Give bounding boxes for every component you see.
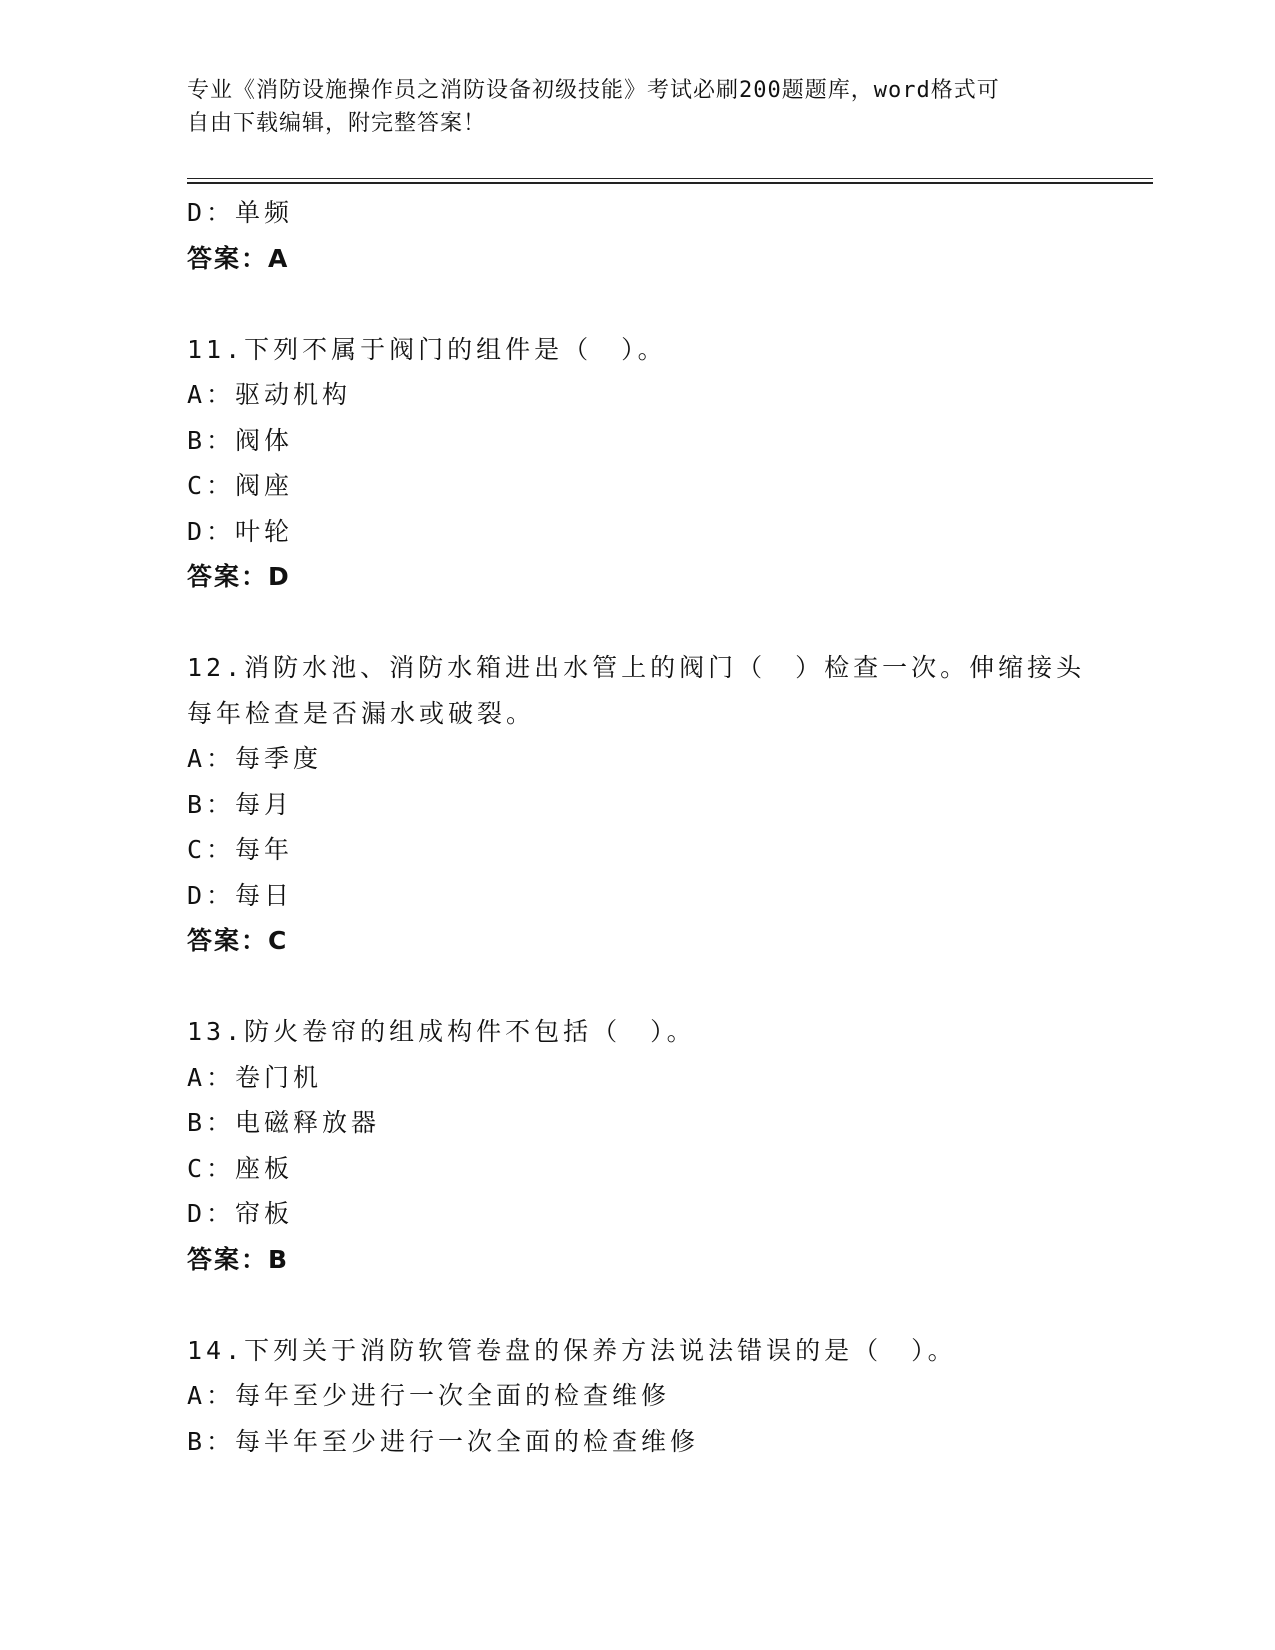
spacer <box>187 281 1087 327</box>
option-a: A：驱动机构 <box>187 380 352 409</box>
header-divider-thin <box>187 178 1153 179</box>
question-14 <box>187 1328 1087 1465</box>
question-stem: 13.防火卷帘的组成构件不包括（ ）。 <box>187 1017 696 1046</box>
option-b: B：阀体 <box>187 425 294 455</box>
question-11 <box>187 327 1087 600</box>
question-13 <box>187 1009 1087 1282</box>
spacer <box>187 600 1087 646</box>
option-d: D：帘板 <box>187 1199 294 1228</box>
spacer <box>187 964 1087 1010</box>
option-b: B：电磁释放器 <box>187 1108 381 1137</box>
option-b: B：每月 <box>187 789 294 819</box>
question-list <box>187 190 1087 1464</box>
question-stem: 11.下列不属于阀门的组件是（ ）。 <box>187 334 667 364</box>
question-stem: 14.下列关于消防软管卷盘的保养方法说法错误的是（ ）。 <box>187 1335 957 1365</box>
answer-line: 答案：D <box>187 562 291 591</box>
answer-line: 答案：C <box>187 926 289 955</box>
header-line-1: 专业《消防设施操作员之消防设备初级技能》考试必刷200题题库，word格式可 <box>187 78 1000 103</box>
document-header <box>187 74 1067 140</box>
header-divider-thick <box>187 182 1153 184</box>
option-a: A：每年至少进行一次全面的检查维修 <box>187 1381 671 1410</box>
option-a: A：每季度 <box>187 744 323 773</box>
header-line-2: 自由下载编辑，附完整答案！ <box>187 111 487 136</box>
option-d: D：每日 <box>187 880 294 910</box>
option-d: D：单频 <box>187 198 294 227</box>
answer-line: 答案：A <box>187 243 290 273</box>
option-c: C：每年 <box>187 835 294 864</box>
spacer <box>187 1282 1087 1328</box>
question-12 <box>187 645 1087 964</box>
answer-line: 答案：B <box>187 1244 290 1274</box>
option-a: A：卷门机 <box>187 1062 323 1092</box>
question-stem: 12.消防水池、消防水箱进出水管上的阀门（ ）检查一次。伸缩接头 <box>187 653 1086 682</box>
question-stem-continued: 每年检查是否漏水或破裂。 <box>187 698 536 728</box>
option-c: C：座板 <box>187 1153 294 1183</box>
option-c: C：阀座 <box>187 471 294 500</box>
option-d: D：叶轮 <box>187 516 294 546</box>
option-b: B：每半年至少进行一次全面的检查维修 <box>187 1426 700 1456</box>
